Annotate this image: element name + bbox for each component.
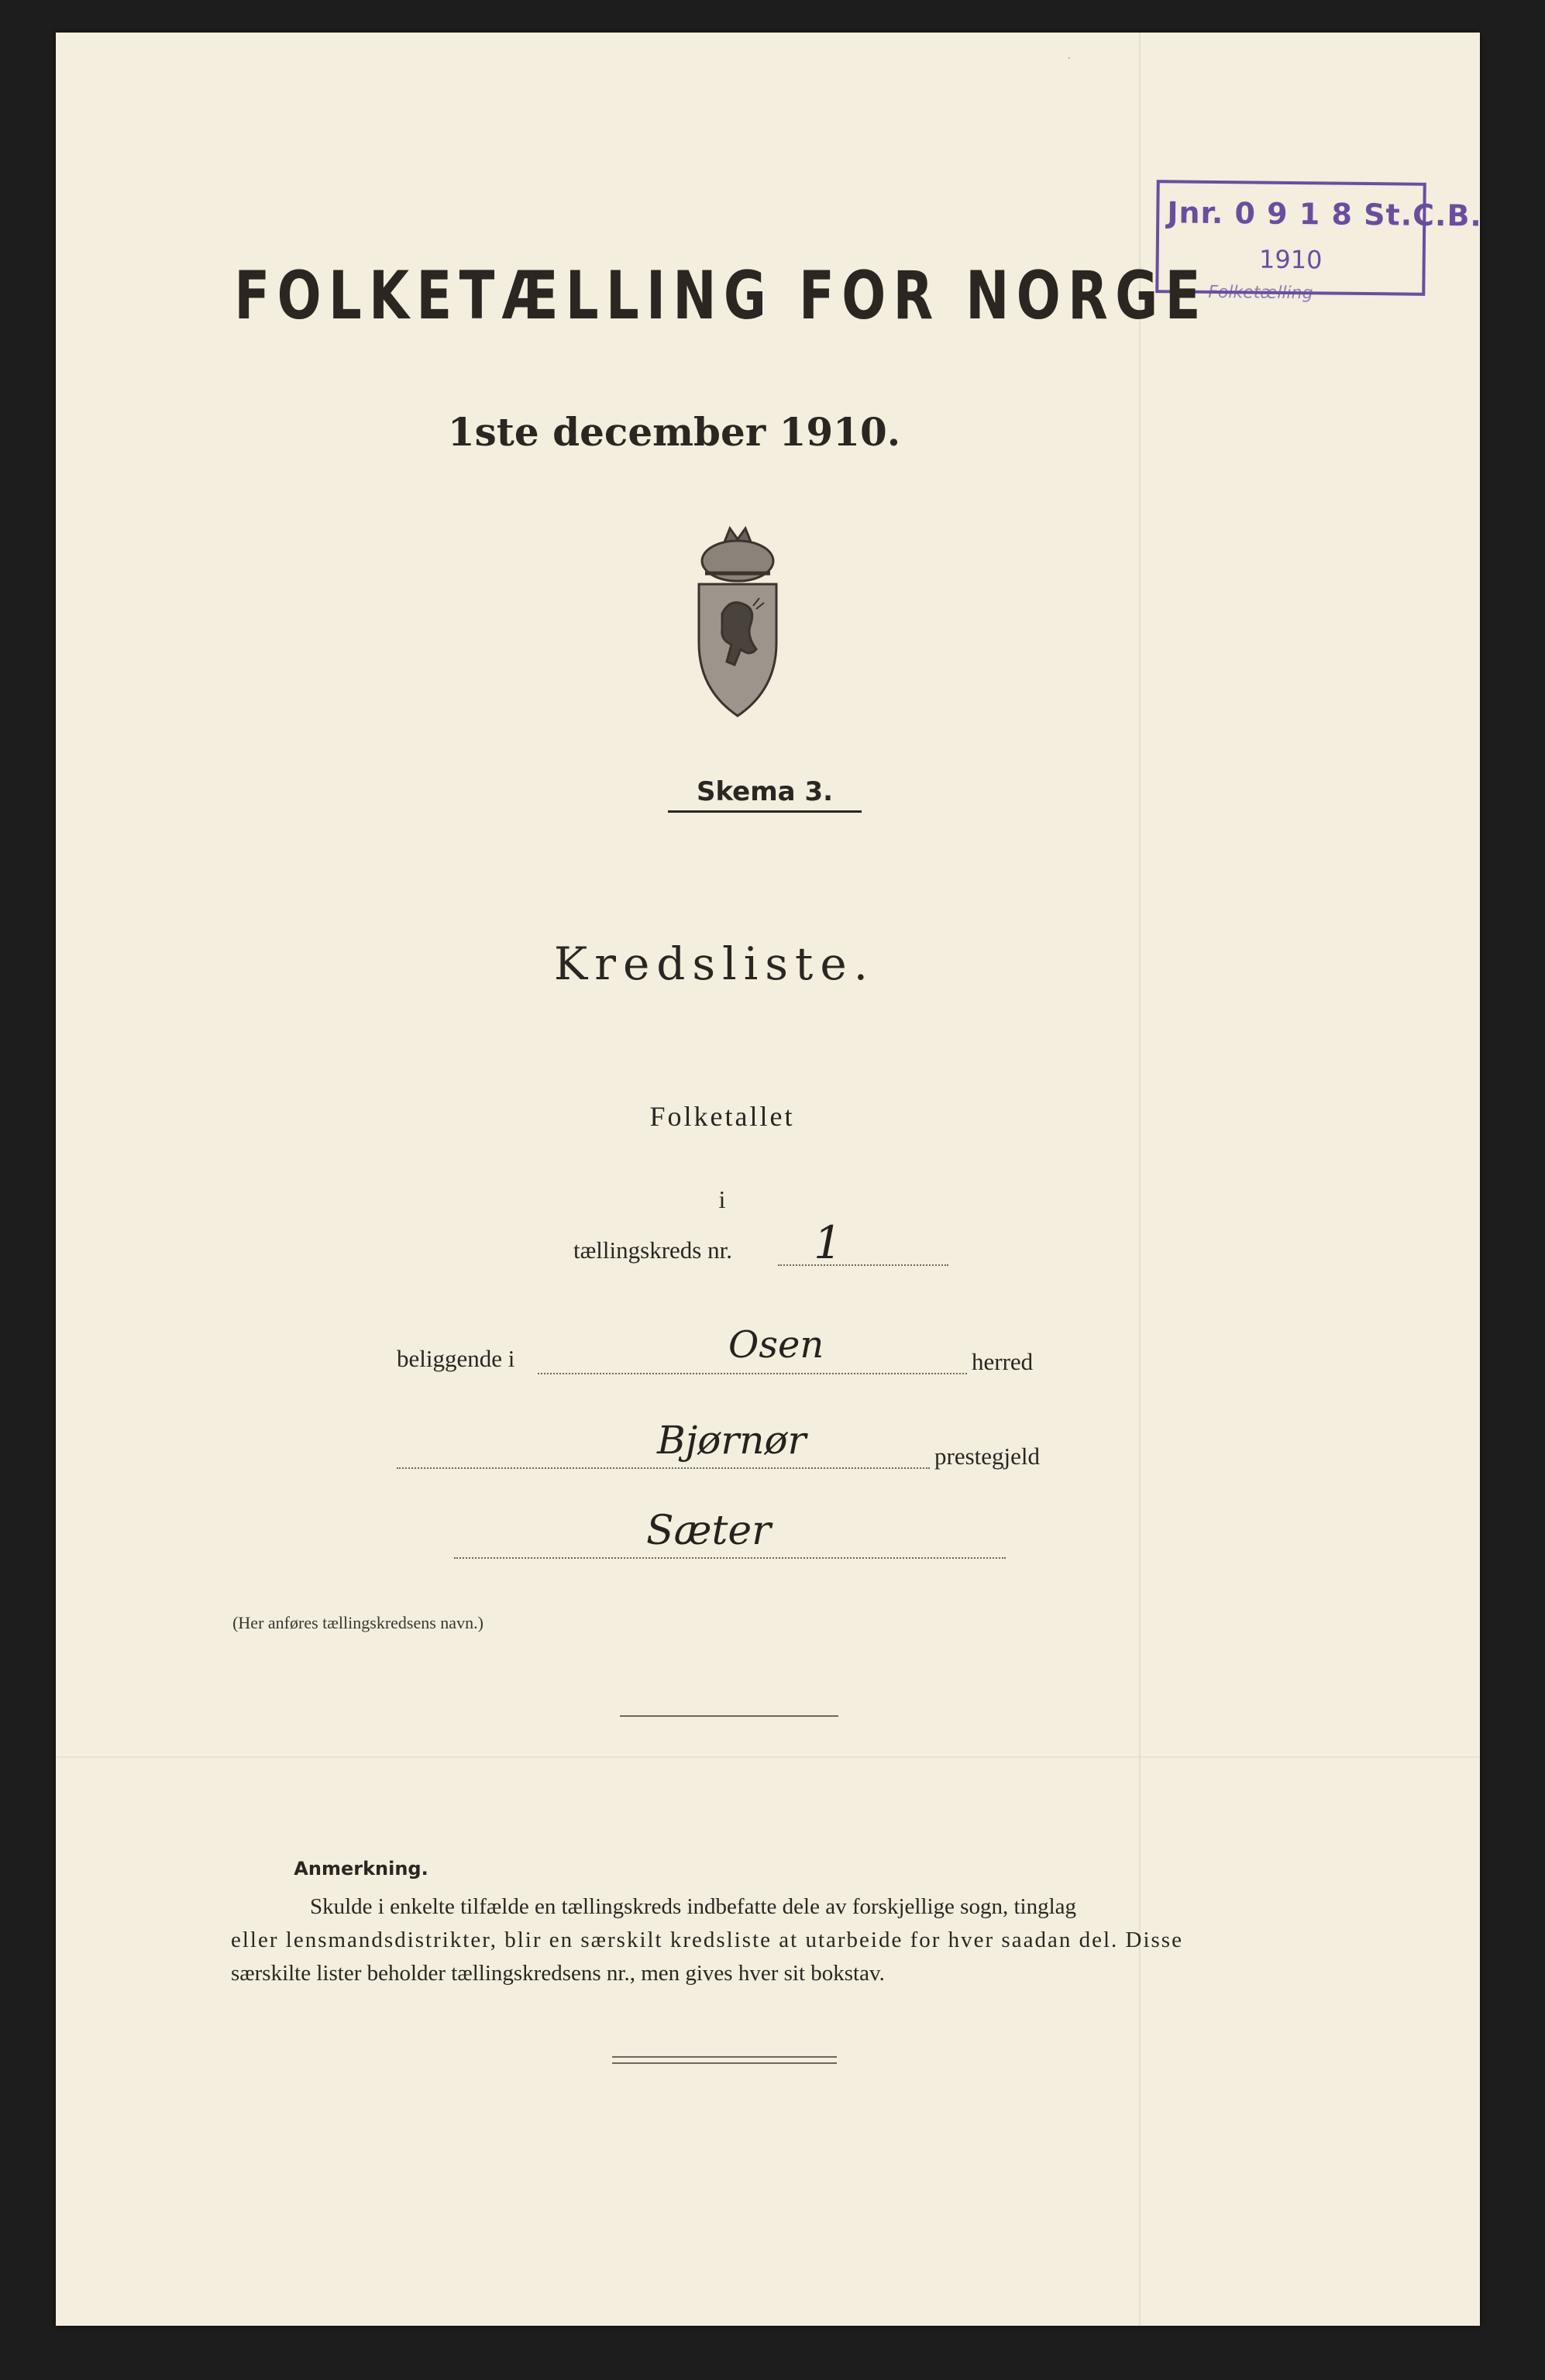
anmerkning-line: eller lensmandsdistrikter, blir en særskilt kredsliste at utarbeide for hver saadan del. Disse (231, 1928, 1183, 1952)
coat-of-arms-icon (676, 513, 800, 722)
schema-number: Skema 3. (668, 776, 862, 813)
census-date: 1ste december 1910. (447, 409, 901, 455)
kredsnavn-line (454, 1557, 1006, 1559)
stamp-year: 1910 (1258, 244, 1323, 275)
kredsnavn-value: Sæter (646, 1508, 772, 1554)
kredsnavn-note: (Her anføres tællingskredsens navn.) (232, 1613, 483, 1632)
prestegjeld-line (397, 1467, 930, 1469)
anmerkning-heading: Anmerkning. (294, 1858, 428, 1880)
pencil-mark: · (1068, 53, 1071, 64)
end-rule-top (612, 2056, 837, 2058)
anmerkning-line: Skulde i enkelte tilfælde en tællingskreds indbefatte dele av forskjellige sogn, tinglag (310, 1894, 1077, 1919)
document-type-heading: Kredsliste. (553, 937, 876, 990)
preposition-i: i (718, 1185, 726, 1213)
kreds-number-value: 1 (814, 1216, 842, 1269)
section-divider (620, 1715, 838, 1717)
form-title: FOLKETÆLLING FOR NORGE (234, 257, 1208, 335)
herred-label: herred (972, 1348, 1034, 1375)
census-form-page (56, 33, 1483, 2326)
beliggende-label: beliggende i (397, 1345, 515, 1372)
herred-line (538, 1373, 967, 1374)
prestegjeld-value: Bjørnør (657, 1418, 807, 1463)
prestegjeld-label: prestegjeld (934, 1443, 1041, 1470)
stamp-department: Folketælling (1208, 282, 1313, 304)
kreds-number-label: tællingskreds nr. (573, 1236, 732, 1264)
stamp-journal-number: Jnr. 0 9 1 8 St.C.B. (1167, 195, 1483, 233)
herred-value: Osen (728, 1323, 824, 1367)
paper-fold-horizontal (56, 1756, 1480, 1758)
end-rule-bottom (612, 2062, 837, 2064)
anmerkning-text (231, 1890, 1331, 1990)
folketallet-label: Folketallet (649, 1101, 795, 1132)
kreds-number-line (778, 1264, 948, 1266)
anmerkning-line: særskilte lister beholder tællingskredsens nr., men gives hver sit bokstav. (231, 1961, 885, 1986)
